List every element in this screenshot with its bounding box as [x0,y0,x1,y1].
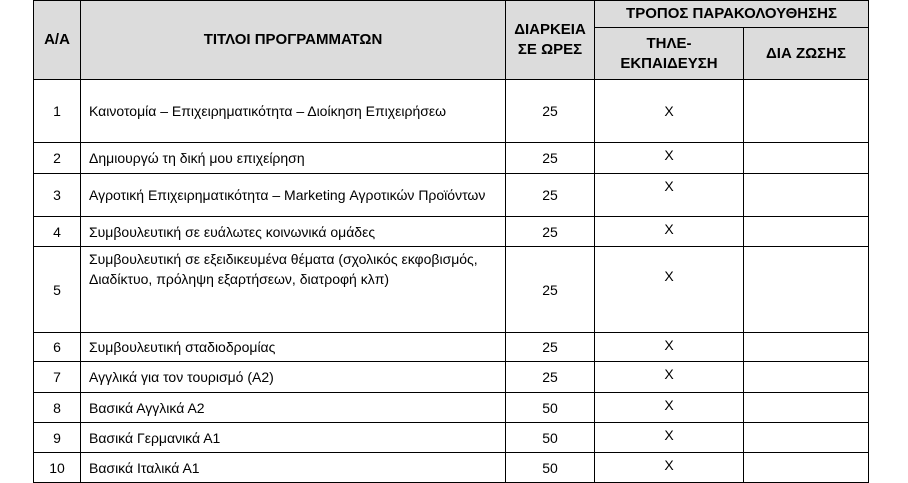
row-hours: 50 [506,393,595,423]
row-title: Βασικά Ιταλικά Α1 [81,453,506,483]
row-title: Βασικά Αγγλικά Α2 [81,393,506,423]
row-live-mark [744,174,869,217]
row-remote-mark: Χ [595,247,744,333]
row-hours: 25 [506,247,595,333]
row-title: Συμβουλευτική σε ευάλωτες κοινωνικά ομάδες [81,217,506,247]
table-row [34,423,869,453]
header-remote-line1: ΤΗΛΕ- [646,34,692,52]
row-hours: 50 [506,453,595,483]
row-remote-mark: Χ [595,393,744,423]
row-title: Συμβουλευτική σε εξειδικευμένα θέματα (σχολικός εκφοβισμός, Διαδίκτυο, πρόληψη εξαρτήσεων, διατροφή κλπ) [81,247,506,333]
table-row [34,174,869,217]
row-title: Καινοτομία – Επιχειρηματικότητα – Διοίκηση Επιχειρήσεω [81,80,506,143]
row-live-mark [744,393,869,423]
row-hours: 25 [506,217,595,247]
row-title: Αγγλικά για τον τουρισμό (Α2) [81,362,506,393]
header-duration [506,1,595,80]
table-row [34,393,869,423]
row-remote-mark: Χ [595,174,744,217]
row-title: Συμβουλευτική σταδιοδρομίας [81,333,506,362]
table-row [34,453,869,483]
row-number: 5 [34,247,81,333]
row-live-mark [744,423,869,453]
row-live-mark [744,80,869,143]
row-number: 8 [34,393,81,423]
row-hours: 25 [506,333,595,362]
table-row [34,143,869,174]
header-aa: Α/Α [34,1,81,80]
row-number: 3 [34,174,81,217]
row-title: Αγροτική Επιχειρηματικότητα – Marketing Αγροτικών Προϊόντων [81,174,506,217]
header-live: ΔΙΑ ΖΩΣΗΣ [744,28,869,80]
row-title: Βασικά Γερμανικά Α1 [81,423,506,453]
row-number: 6 [34,333,81,362]
row-live-mark [744,453,869,483]
row-remote-mark: Χ [595,362,744,393]
row-live-mark [744,247,869,333]
header-duration-line1: ΔΙΑΡΚΕΙΑ [514,21,586,38]
row-remote-mark: Χ [595,333,744,362]
row-number: 2 [34,143,81,174]
header-titles: ΤΙΤΛΟΙ ΠΡΟΓΡΑΜΜΑΤΩΝ [81,1,506,80]
row-hours: 50 [506,423,595,453]
row-remote-mark: Χ [595,80,744,143]
row-title: Δημιουργώ τη δική μου επιχείρηση [81,143,506,174]
row-live-mark [744,143,869,174]
row-number: 10 [34,453,81,483]
table-row [34,80,869,143]
header-duration-line2: ΣΕ ΩΡΕΣ [517,41,583,58]
row-remote-mark: Χ [595,453,744,483]
table-row [34,247,869,333]
header-remote-line2: ΕΚΠΑΙΔΕΥΣΗ [620,54,718,72]
row-remote-mark: Χ [595,423,744,453]
row-live-mark [744,362,869,393]
row-hours: 25 [506,143,595,174]
header-remote [595,28,744,80]
row-hours: 25 [506,174,595,217]
row-hours: 25 [506,80,595,143]
row-number: 1 [34,80,81,143]
programs-table [33,0,869,483]
table-row [34,217,869,247]
table-row [34,362,869,393]
row-number: 4 [34,217,81,247]
row-number: 9 [34,423,81,453]
row-live-mark [744,333,869,362]
table-row [34,333,869,362]
row-remote-mark: Χ [595,217,744,247]
row-remote-mark: Χ [595,143,744,174]
row-live-mark [744,217,869,247]
row-hours: 25 [506,362,595,393]
row-number: 7 [34,362,81,393]
header-mode: ΤΡΟΠΟΣ ΠΑΡΑΚΟΛΟΥΘΗΣΗΣ [595,1,869,28]
